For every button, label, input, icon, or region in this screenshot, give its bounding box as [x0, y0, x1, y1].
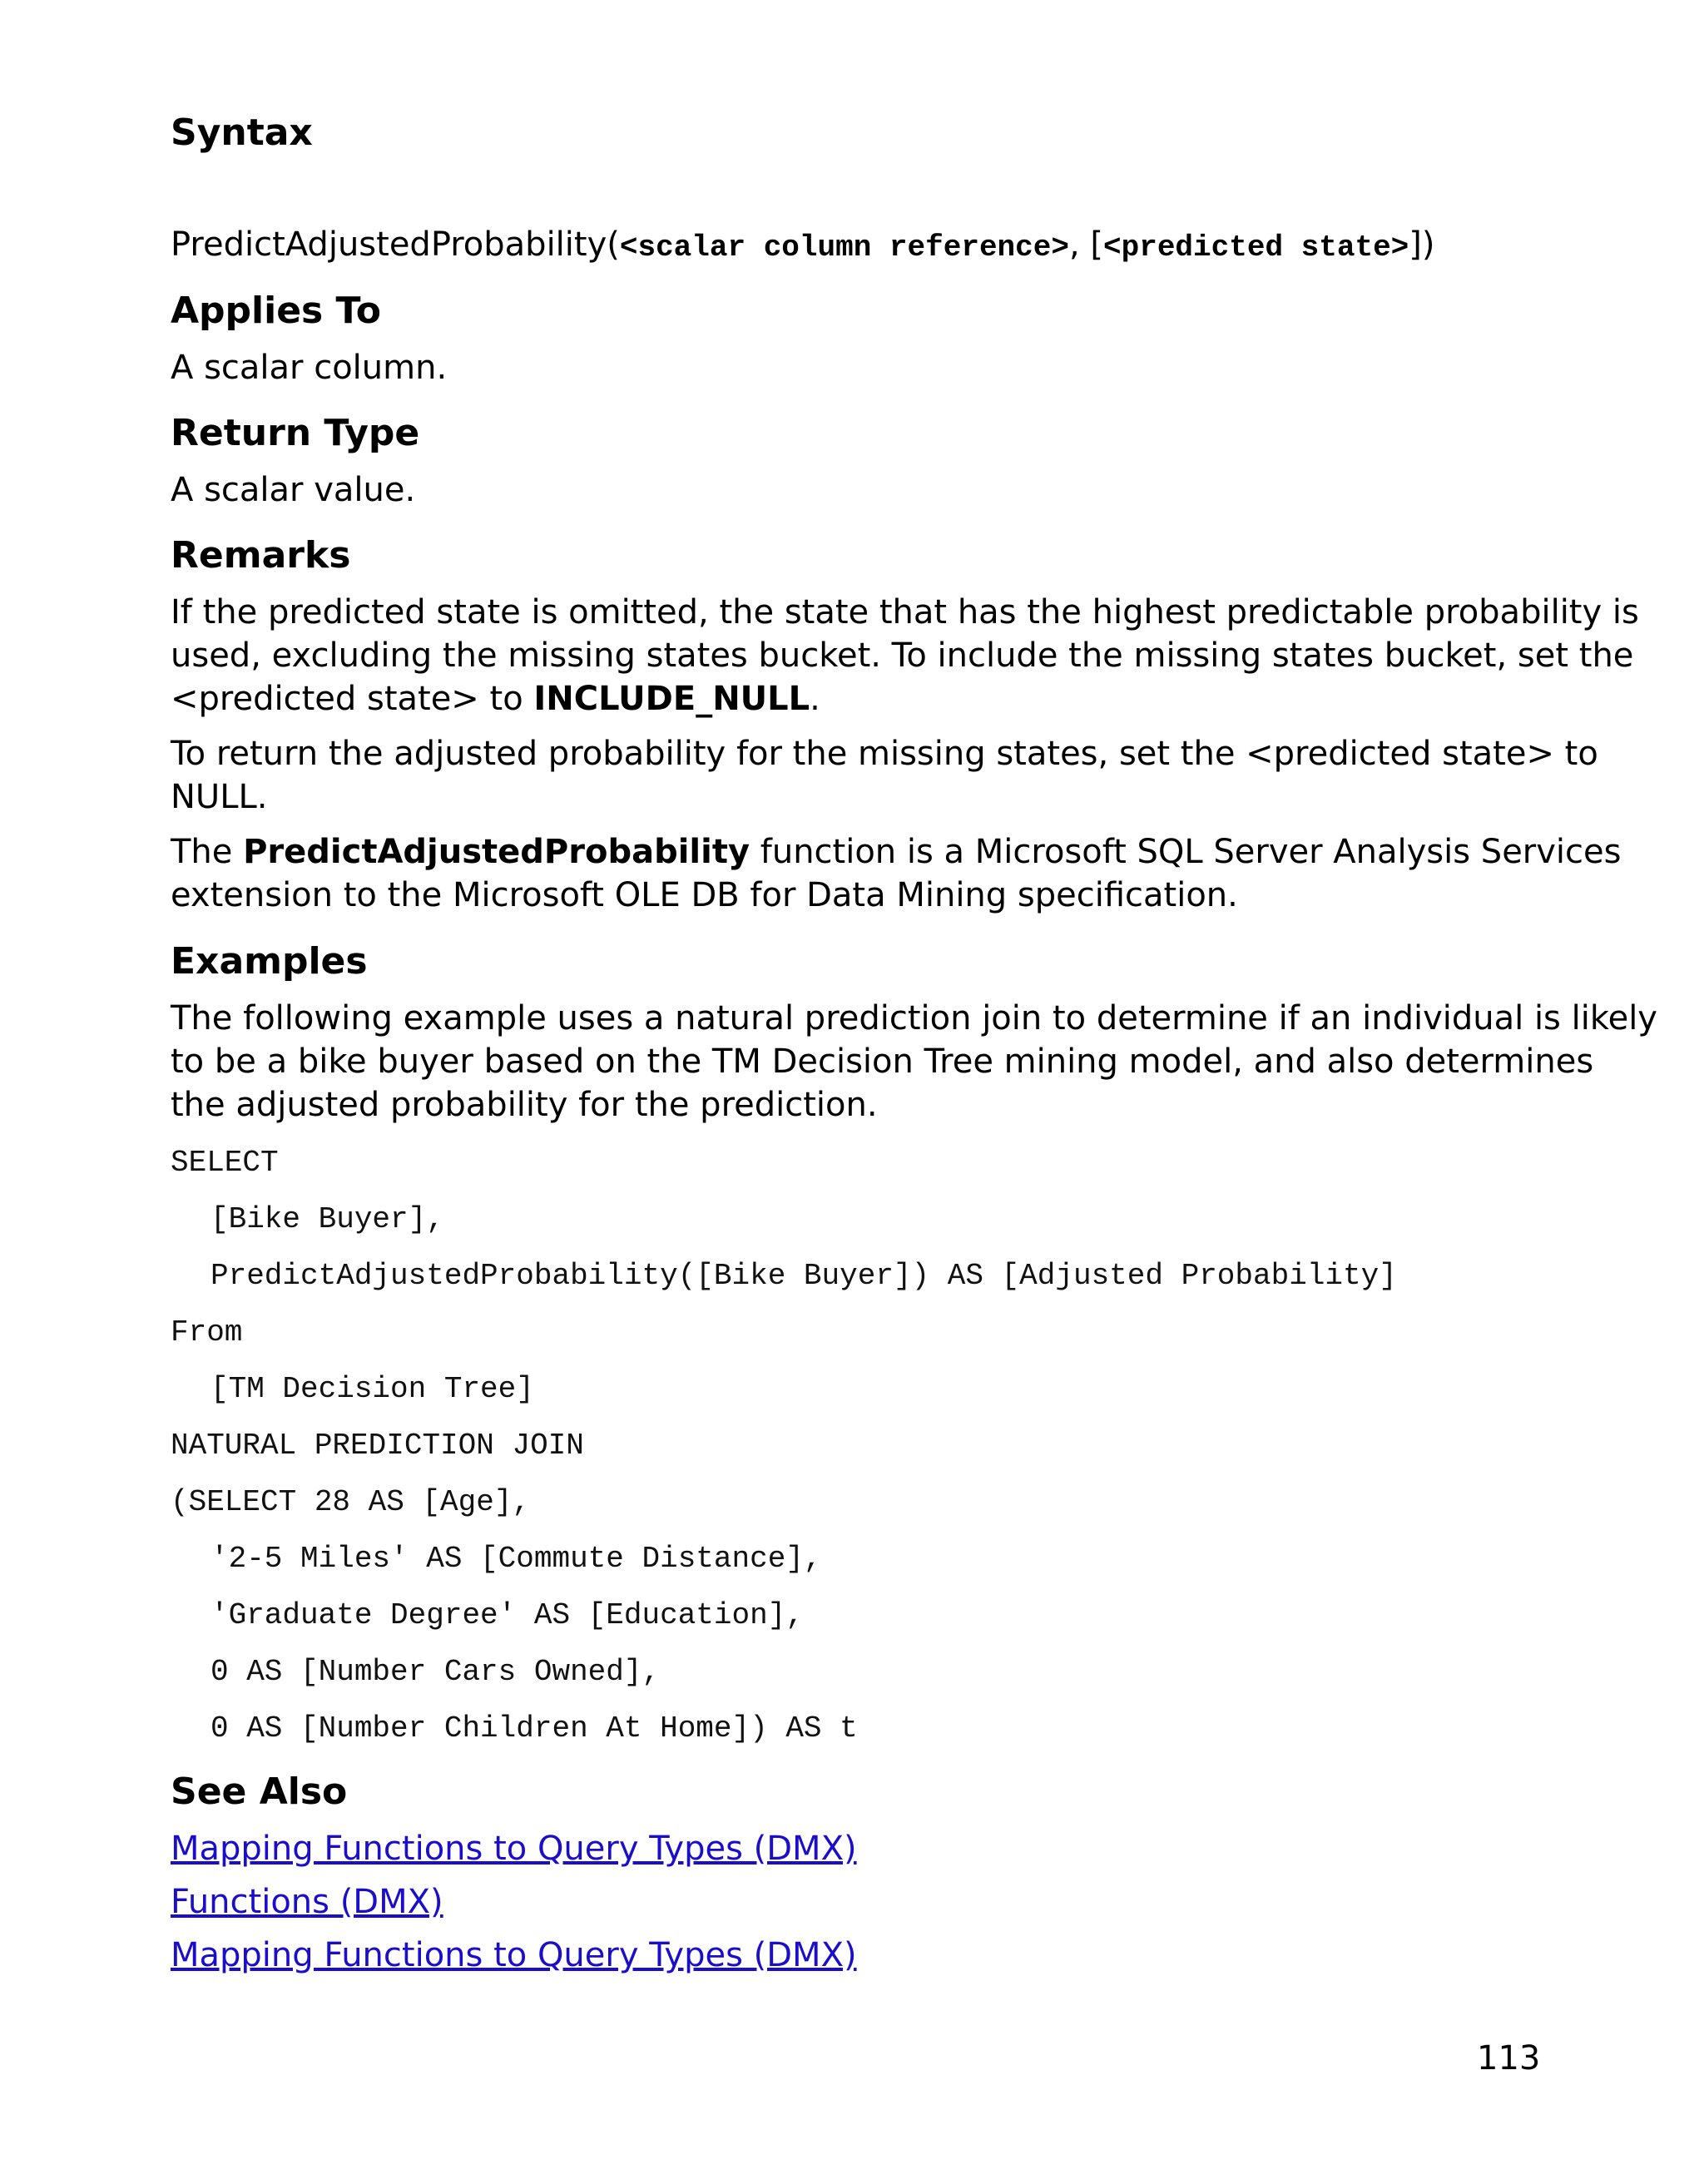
syntax-separator: , [	[1068, 225, 1104, 264]
code-line-5: [TM Decision Tree]	[211, 1372, 534, 1406]
examples-line3: the adjusted probability for the prediction.	[171, 1086, 878, 1124]
applies-to-text: A scalar column.	[171, 349, 448, 387]
code-line-7: (SELECT 28 AS [Age],	[171, 1485, 531, 1519]
page-number: 113	[1477, 2039, 1541, 2078]
link-mapping-functions-to-query-types-2[interactable]: Mapping Functions to Query Types (DMX)	[171, 1936, 857, 1974]
examples-line1: The following example uses a natural prediction join to determine if an individual is likely	[171, 999, 1657, 1038]
remarks-p3-pre: The	[171, 833, 244, 871]
heading-return-type: Return Type	[171, 412, 420, 454]
return-type-text: A scalar value.	[171, 471, 416, 509]
document-page	[171, 0, 1657, 2184]
see-also-item-1	[171, 1827, 857, 1870]
remarks-p1-line2: used, excluding the missing states bucket. To include the missing states bucket, set the	[171, 636, 1634, 675]
heading-syntax: Syntax	[171, 111, 313, 154]
link-mapping-functions-to-query-types[interactable]: Mapping Functions to Query Types (DMX)	[171, 1830, 857, 1868]
see-also-item-2	[171, 1880, 443, 1924]
remarks-p3-post: function is a Microsoft SQL Server Analysis Services	[750, 833, 1622, 871]
remarks-p3-line2: extension to the Microsoft OLE DB for Data Mining specification.	[171, 876, 1238, 914]
see-also-item-3	[171, 1934, 857, 1977]
heading-remarks: Remarks	[171, 534, 351, 577]
code-line-11: 0 AS [Number Children At Home]) AS t	[211, 1711, 858, 1746]
remarks-p1-line3	[171, 677, 820, 721]
remarks-p2-line1: To return the adjusted probability for the missing states, set the <predicted state> to	[171, 735, 1598, 773]
remarks-p2-line2: NULL.	[171, 778, 268, 816]
examples-line2: to be a bike buyer based on the TM Decision Tree mining model, and also determines	[171, 1042, 1594, 1081]
include-null-keyword: INCLUDE_NULL	[533, 680, 810, 718]
code-line-8: '2-5 Miles' AS [Commute Distance],	[211, 1542, 822, 1576]
heading-applies-to: Applies To	[171, 290, 381, 332]
remarks-p1-line3-text: <predicted state> to	[171, 680, 534, 718]
remarks-p1-line1: If the predicted state is omitted, the state that has the highest predictable probability is	[171, 593, 1639, 631]
heading-examples: Examples	[171, 940, 368, 983]
syntax-arg-scalar-column-reference: <scalar column reference>	[619, 230, 1069, 265]
heading-see-also: See Also	[171, 1770, 348, 1813]
function-name-bold: PredictAdjustedProbability	[243, 833, 750, 871]
code-line-3: PredictAdjustedProbability([Bike Buyer]) AS [Adjusted Probability]	[211, 1259, 1397, 1293]
remarks-p1-line3-period: .	[810, 680, 820, 718]
code-line-2: [Bike Buyer],	[211, 1202, 444, 1236]
code-line-9: 'Graduate Degree' AS [Education],	[211, 1598, 804, 1632]
syntax-arg-predicted-state: <predicted state>	[1103, 230, 1409, 265]
code-line-1: SELECT	[171, 1146, 279, 1180]
remarks-p3-line1	[171, 830, 1621, 874]
syntax-function-name: PredictAdjustedProbability(	[171, 225, 620, 264]
syntax-close: ])	[1409, 225, 1435, 264]
link-functions-dmx[interactable]: Functions (DMX)	[171, 1883, 443, 1921]
code-line-4: From	[171, 1315, 243, 1350]
code-line-6: NATURAL PREDICTION JOIN	[171, 1429, 584, 1463]
code-line-10: 0 AS [Number Cars Owned],	[211, 1655, 661, 1689]
syntax-line	[171, 223, 1435, 270]
